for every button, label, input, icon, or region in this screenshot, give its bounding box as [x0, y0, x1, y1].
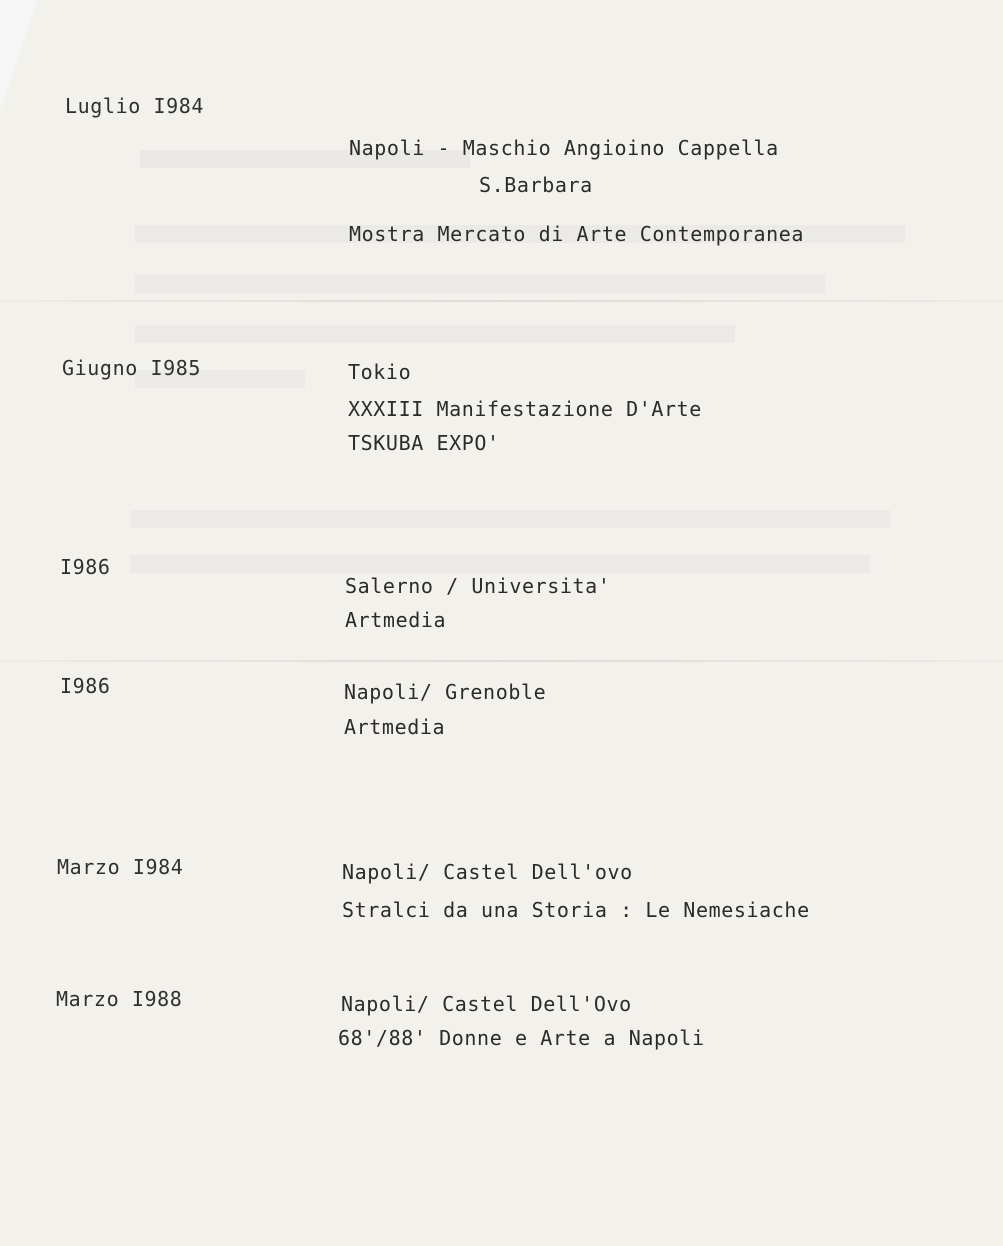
entry-event: Mostra Mercato di Arte Contemporanea	[349, 222, 805, 246]
entry-date: Marzo I984	[57, 855, 184, 879]
entry-event: Stralci da una Storia : Le Nemesiache	[342, 898, 810, 922]
entry-event: XXXIII Manifestazione D'Arte	[348, 397, 702, 421]
fold-crease	[0, 300, 1003, 302]
entry-venue: Tokio	[348, 360, 412, 384]
bleed-through	[130, 555, 870, 573]
entry-venue: Napoli - Maschio Angioino Cappella	[349, 136, 779, 160]
entry-venue: Napoli/ Grenoble	[344, 680, 547, 704]
entry-venue-continued: S.Barbara	[479, 173, 593, 197]
entry-date: Marzo I988	[56, 987, 183, 1011]
bleed-through	[130, 510, 890, 528]
entry-event-continued: TSKUBA EXPO'	[348, 431, 500, 455]
entry-venue: Salerno / Universita'	[345, 574, 611, 598]
entry-venue: Napoli/ Castel Dell'ovo	[342, 860, 633, 884]
entry-date: Giugno I985	[62, 356, 202, 380]
bleed-through	[135, 275, 825, 293]
entry-date: I986	[60, 674, 111, 698]
fold-crease	[0, 660, 1003, 662]
bleed-through	[135, 325, 735, 343]
entry-event: Artmedia	[344, 715, 446, 739]
entry-date: Luglio I984	[65, 94, 205, 118]
entry-venue: Napoli/ Castel Dell'Ovo	[341, 992, 632, 1016]
entry-date: I986	[60, 555, 111, 579]
entry-event: Artmedia	[345, 608, 447, 632]
page-corner	[0, 0, 38, 110]
entry-event: 68'/88' Donne e Arte a Napoli	[338, 1026, 705, 1050]
